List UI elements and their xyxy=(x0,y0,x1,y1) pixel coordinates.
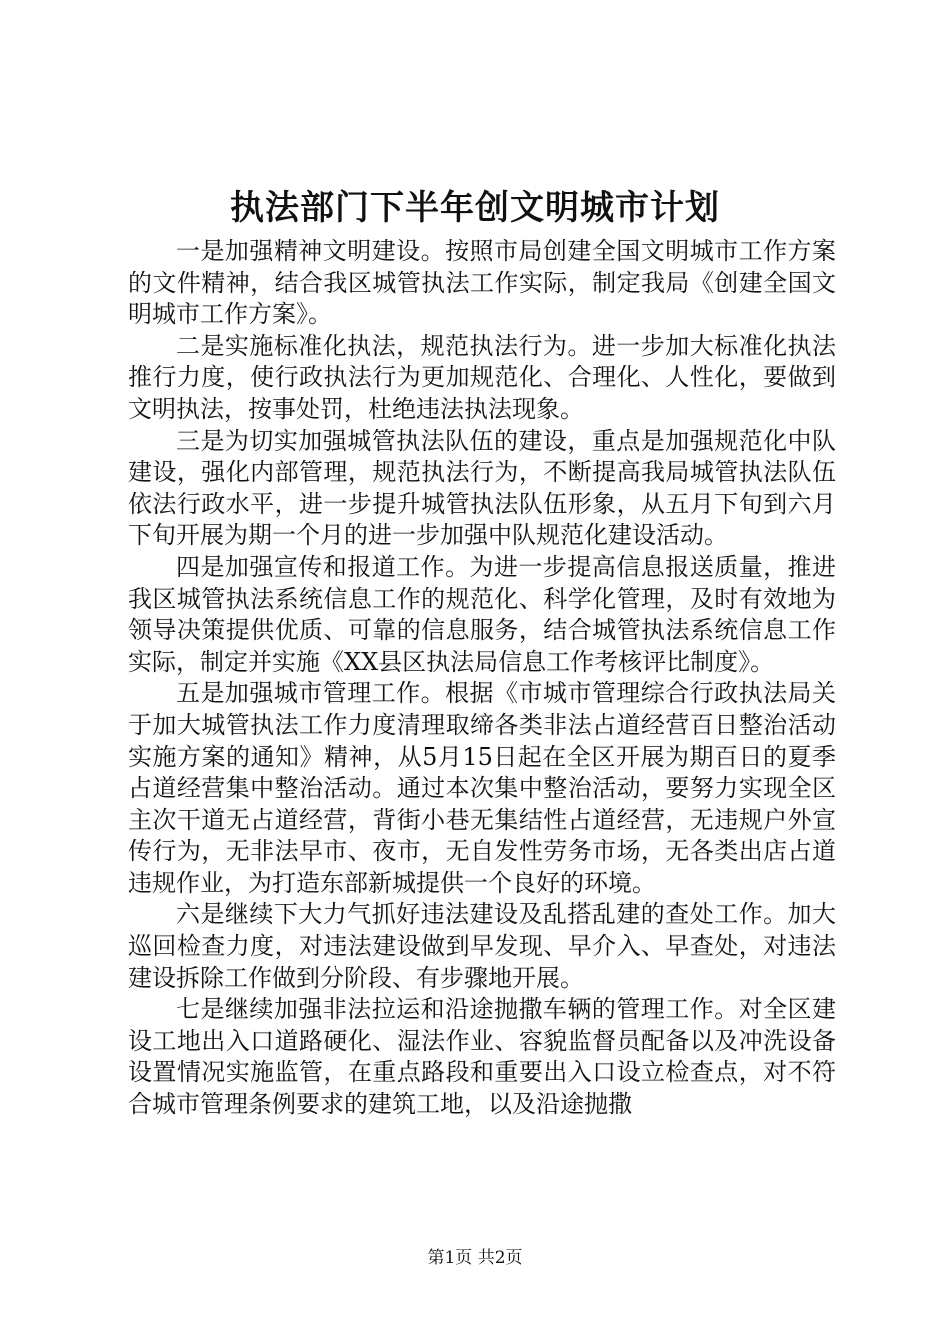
paragraph-1: 一是加强精神文明建设。按照市局创建全国文明城市工作方案的文件精神，结合我区城管执法工作实际，制定我局《创建全国文明城市工作方案》。 xyxy=(128,237,836,329)
paragraph-2: 二是实施标准化执法，规范执法行为。进一步加大标准化执法推行力度，使行政执法行为更加规范化、合理化、人性化，要做到文明执法，按事处罚，杜绝违法执法现象。 xyxy=(128,331,836,423)
paragraph-5: 五是加强城市管理工作。根据《市城市管理综合行政执法局关于加大城管执法工作力度清理取缔各类非法占道经营百日整治活动实施方案的通知》精神，从5月15日起在全区开展为期百日的夏季占道经营集中整治活动。通过本次集中整治活动，要努力实现全区主次干道无占道经营，背街小巷无集结性占道经营，无违规户外宣传行为，无非法早市、夜市，无自发性劳务市场，无各类出店占道违规作业，为打造东部新城提供一个良好的环境。 xyxy=(128,679,836,897)
paragraph-4: 四是加强宣传和报道工作。为进一步提高信息报送质量，推进我区城管执法系统信息工作的规范化、科学化管理，及时有效地为领导决策提供优质、可靠的信息服务，结合城管执法系统信息工作实际，制定并实施《XX县区执法局信息工作考核评比制度》。 xyxy=(128,552,836,676)
paragraph-3: 三是为切实加强城管执法队伍的建设，重点是加强规范化中队建设，强化内部管理，规范执法行为，不断提高我局城管执法队伍依法行政水平，进一步提升城管执法队伍形象，从五月下旬到六月下旬开展为期一个月的进一步加强中队规范化建设活动。 xyxy=(128,426,836,550)
page-footer: 第1页 共2页 xyxy=(427,1248,523,1268)
document-body xyxy=(128,236,836,1121)
paragraph-6: 六是继续下大力气抓好违法建设及乱搭乱建的查处工作。加大巡回检查力度，对违法建设做到早发现、早介入、早查处，对违法建设拆除工作做到分阶段、有步骤地开展。 xyxy=(128,900,836,992)
paragraph-7: 七是继续加强非法拉运和沿途抛撒车辆的管理工作。对全区建设工地出入口道路硬化、湿法作业、容貌监督员配备以及冲洗设备设置情况实施监管，在重点路段和重要出入口设立检查点，对不符合城市管理条例要求的建筑工地，以及沿途抛撒 xyxy=(128,995,836,1119)
document-title: 执法部门下半年创文明城市计划 xyxy=(230,188,720,228)
